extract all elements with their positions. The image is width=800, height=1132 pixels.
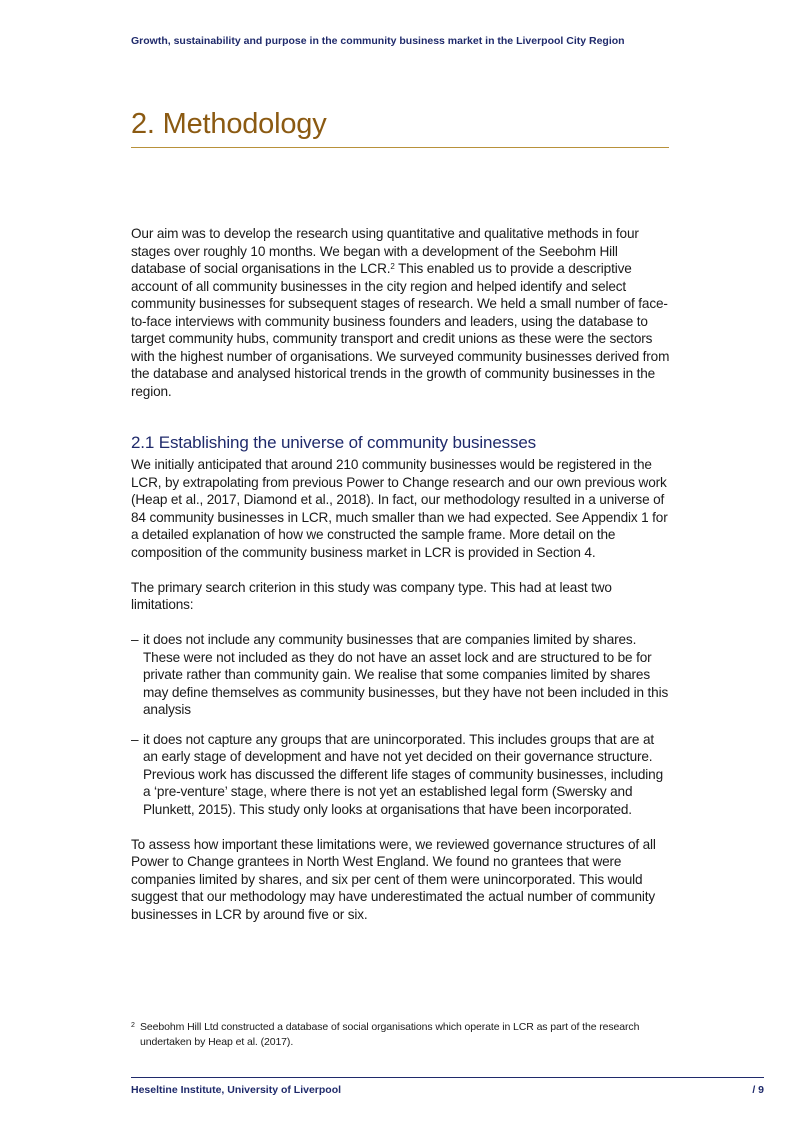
footer-divider (131, 1077, 764, 1078)
bullet-dash: – (131, 731, 139, 747)
body-content (131, 225, 671, 923)
page-number: / 9 (752, 1084, 764, 1096)
footnote-text: Seebohm Hill Ltd constructed a database of social organisations which operate in LCR as part of the research undertaken by Heap et al. (2017). (140, 1021, 640, 1048)
footer-institution: Heseltine Institute, University of Liverpool (131, 1084, 342, 1096)
footnote-marker: 2 (131, 1022, 135, 1029)
intro-text-a: Our aim was to develop the research using quantitative and qualitative methods in four stages over roughly 10 months. We began with a development of the Seebohm Hill database of social organisations in the LCR. (131, 226, 639, 276)
section-heading: 2.1 Establishing the universe of community businesses (131, 433, 536, 452)
chapter-title: 2. Methodology (131, 108, 327, 140)
intro-paragraph (131, 225, 671, 400)
intro-text-b: This enabled us to provide a descriptive account of all community businesses in the city region and helped identify and select community businesses for subsequent stages of research. We held a small number of face-to-face interviews with community business founders and leaders, using the database to target community hubs, community transport and credit unions as these were the sectors with the highest number of organisations. We surveyed community businesses derived from the database and analysed historical trends in the growth of community businesses in the region. (131, 261, 670, 399)
footnote (131, 1020, 676, 1049)
section-paragraph-1: We initially anticipated that around 210 community businesses would be registered in the LCR, by extrapolating from previous Power to Change research and our own previous work (Heap et al., 2017, Diamond et al., 2018). In fact, our methodology resulted in a universe of 84 community businesses in LCR, much smaller than we had expected. See Appendix 1 for a detailed explanation of how we constructed the sample frame. More detail on the composition of the community business market in LCR is provided in Section 4. (131, 457, 668, 560)
list-item-text: it does not capture any groups that are unincorporated. This includes groups that are at an early stage of development and have not yet decided on their governance structure. Previous work has discussed the different life stages of community businesses, including a ‘pre-venture’ stage, where there is not yet an established legal form (Swersky and Plunkett, 2015). This study only looks at organisations that have been incorporated. (143, 731, 663, 817)
footnote-reference[interactable]: 2 (390, 262, 395, 271)
title-divider (131, 147, 669, 148)
running-header: Growth, sustainability and purpose in the community business market in the Liverpool City Region (131, 35, 625, 47)
section-paragraph-3: To assess how important these limitations were, we reviewed governance structures of all Power to Change grantees in North West England. We found no grantees that were companies limited by shares, and six per cent of them were unincorporated. This would suggest that our methodology may have underestimated the actual number of community businesses in LCR by around five or six. (131, 836, 656, 922)
list-item (131, 731, 671, 819)
bullet-dash: – (131, 632, 139, 647)
list-item (131, 631, 671, 719)
list-item-text: it does not include any community businesses that are companies limited by shares. These were not included as they do not have an asset lock and are structured to be for private rather than community gain. We realise that some companies limited by shares may define themselves as community businesses, but they have not been included in this analysis (143, 632, 669, 717)
section-paragraph-2: The primary search criterion in this study was company type. This had at least two limitations: (131, 579, 612, 612)
